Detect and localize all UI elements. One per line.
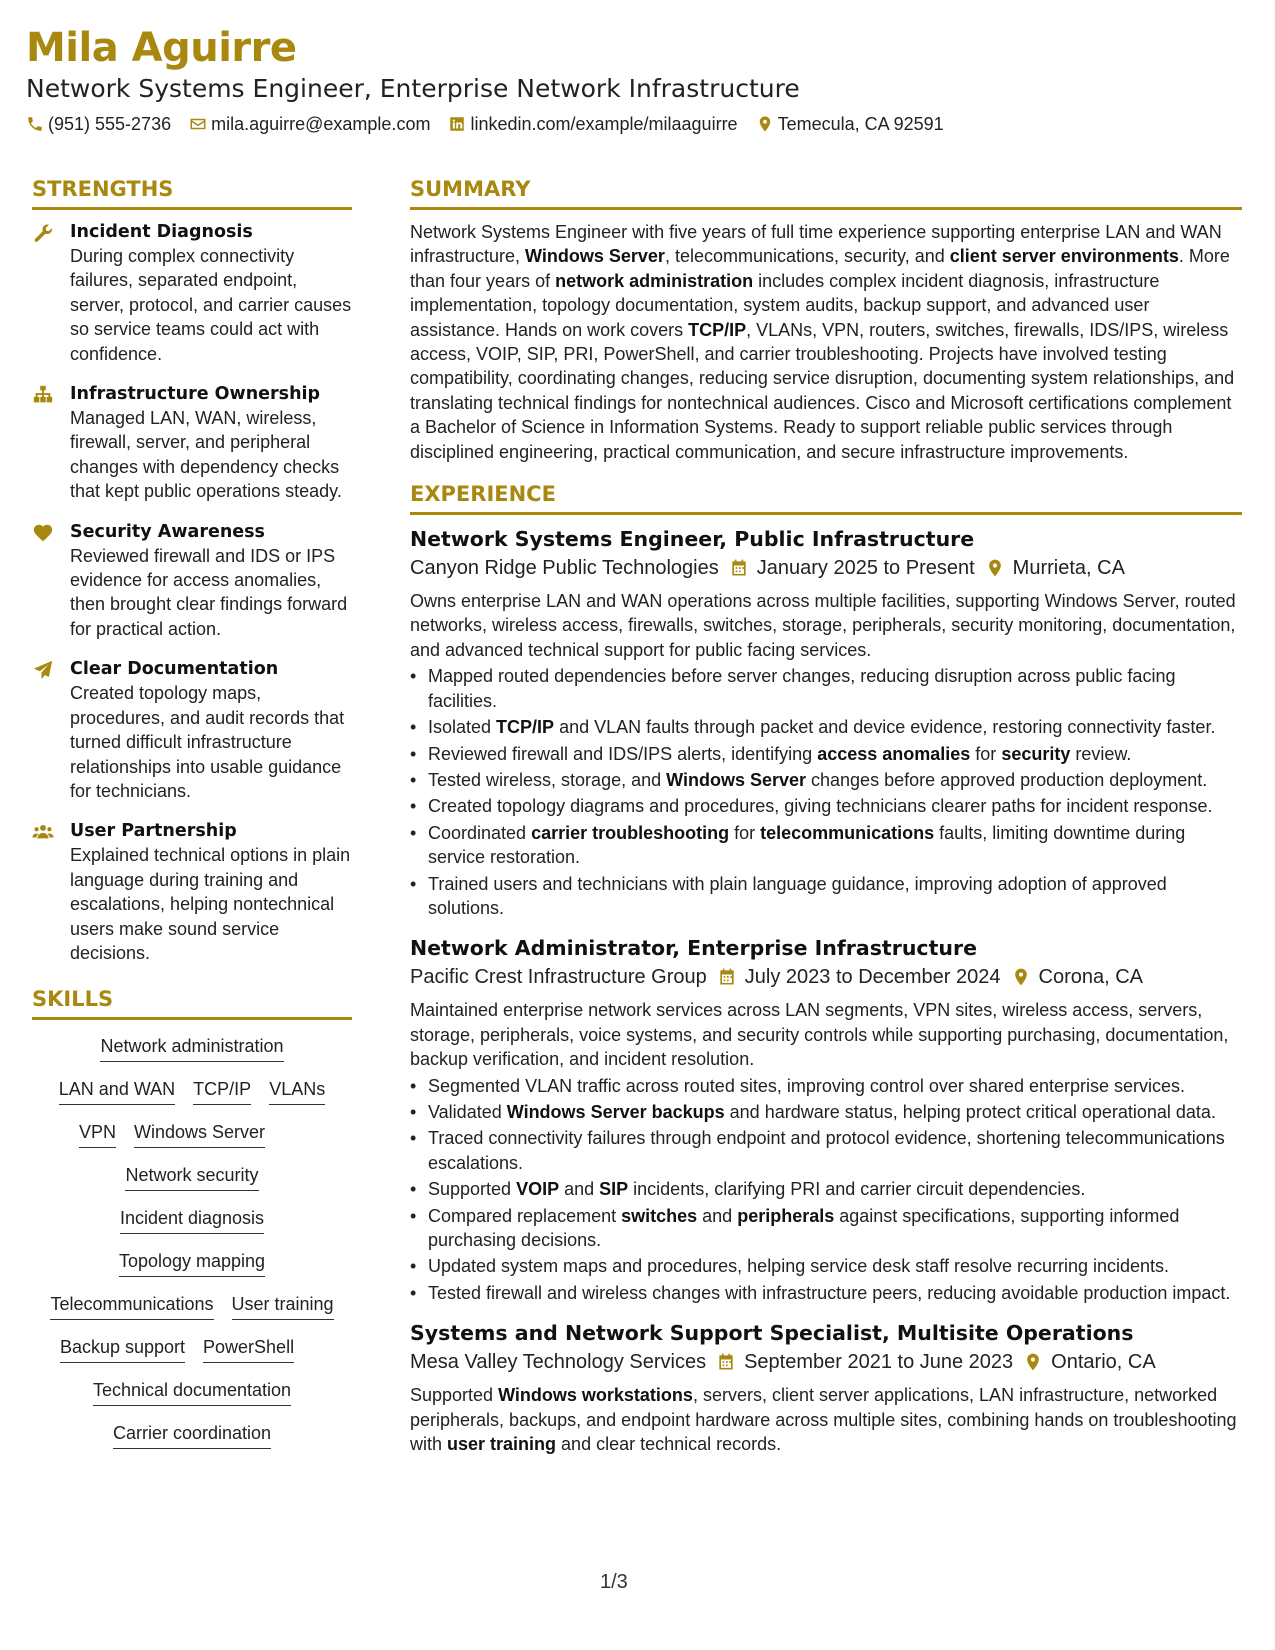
job-company: Mesa Valley Technology Services — [410, 1351, 707, 1374]
skill-tag: Network security — [125, 1163, 258, 1191]
right-column — [410, 175, 1242, 1470]
location-text: Temecula, CA 92591 — [777, 114, 944, 134]
wrench-icon — [32, 222, 54, 244]
skill-tag: VLANs — [269, 1077, 325, 1105]
strengths-list — [32, 220, 352, 965]
job-title: Network Administrator, Enterprise Infrastructure — [410, 936, 977, 961]
skill-tag: Incident diagnosis — [120, 1206, 264, 1234]
candidate-headline: Network Systems Engineer, Enterprise Network Infrastructure — [26, 74, 800, 103]
job-dates: July 2023 to December 2024 — [744, 966, 1001, 989]
strengths-heading: STRENGTHS — [32, 175, 352, 210]
paper-plane-icon — [32, 659, 54, 681]
job-meta — [410, 553, 1242, 583]
job-location: Corona, CA — [1038, 966, 1143, 989]
heart-icon — [32, 522, 54, 544]
map-marker-icon — [756, 115, 774, 133]
bullet-item: • Supported VOIP and SIP incidents, clarifying PRI and carrier circuit dependencies. — [410, 1177, 1242, 1201]
skill-tag: Windows Server — [134, 1120, 265, 1148]
candidate-name: Mila Aguirre — [26, 25, 297, 71]
bullet-item: • Segmented VLAN traffic across routed sites, improving control over shared enterprise services. — [410, 1074, 1242, 1098]
job-bullets — [410, 664, 1242, 920]
strength-item — [32, 819, 352, 965]
bullet-item: • Trained users and technicians with plain language guidance, improving adoption of approved solutions. — [410, 872, 1242, 921]
phone-icon — [26, 115, 44, 133]
job-description: Maintained enterprise network services across LAN segments, VPN sites, wireless access, servers, storage, peripherals, voice systems, and security controls while supporting purchasing, documentation, backup verification, and incident resolution. — [410, 1000, 1229, 1070]
envelope-icon — [189, 115, 207, 133]
resume-header — [26, 24, 1251, 136]
summary-heading: SUMMARY — [410, 175, 1242, 210]
skill-tag: PowerShell — [203, 1335, 294, 1363]
skill-tag: Backup support — [60, 1335, 185, 1363]
job-description: Owns enterprise LAN and WAN operations across multiple facilities, supporting Windows Server, routed networks, wireless access, firewalls, switches, storage, peripherals, security monitoring, documentation, and advanced technical support for public facing services. — [410, 591, 1236, 660]
bullet-item: • Coordinated carrier troubleshooting for telecommunications faults, limiting downtime during service restoration. — [410, 821, 1242, 870]
strength-desc: Created topology maps, procedures, and audit records that turned difficult infrastructure relationships into usable guidance for technicians. — [70, 683, 345, 801]
job-company: Pacific Crest Infrastructure Group — [410, 966, 707, 989]
job-dates: January 2025 to Present — [756, 557, 975, 580]
contact-location — [756, 112, 944, 136]
strength-item — [32, 657, 352, 803]
skill-tag: User training — [232, 1292, 334, 1320]
strength-item — [32, 520, 352, 642]
page-number: 1/3 — [600, 1571, 628, 1593]
skill-tag: VPN — [79, 1120, 116, 1148]
experience-heading: EXPERIENCE — [410, 480, 1242, 515]
job-meta — [410, 1347, 1242, 1377]
skill-tag: Carrier coordination — [113, 1421, 271, 1449]
job-location: Ontario, CA — [1051, 1351, 1156, 1374]
calendar-icon — [716, 1352, 736, 1372]
bullet-item: • Isolated TCP/IP and VLAN faults through packet and device evidence, restoring connectivity faster. — [410, 715, 1242, 739]
strength-title: Clear Documentation — [70, 659, 279, 680]
job-description: Supported Windows workstations, servers, client server applications, LAN infrastructure, networked peripherals, backups, and endpoint hardware across multiple sites, combining hands on troubleshooting with user training and clear technical records. — [410, 1385, 1237, 1455]
email-text[interactable]: mila.aguirre@example.com — [211, 114, 431, 134]
summary-text: Network Systems Engineer with five years of full time experience supporting enterprise LAN and WAN infrastructure, Windows Server, telecommunications, security, and client server environments. More than four years of network administration includes complex incident diagnosis, infrastructure implementation, topology documentation, system audits, backup support, and advanced user assistance. Hands on work covers TCP/IP, VLANs, VPN, routers, switches, firewalls, IDS/IPS, wireless access, VOIP, SIP, PRI, PowerShell, and carrier troubleshooting. Projects have involved testing compatibility, coordinating changes, reducing service disruption, documenting system relationships, and translating technical findings for nontechnical audiences. Cisco and Microsoft certifications complement a Bachelor of Science in Information Systems. Ready to support reliable public services through disciplined engineering, practical communication, and secure infrastructure improvements. — [410, 222, 1235, 462]
strength-title: Incident Diagnosis — [70, 222, 253, 242]
calendar-icon — [729, 558, 749, 578]
contact-email[interactable] — [189, 112, 430, 136]
strength-desc: Reviewed firewall and IDS or IPS evidence for access anomalies, then brought clear findings forward for practical action. — [70, 545, 348, 639]
job-meta — [410, 962, 1242, 992]
job-title: Systems and Network Support Specialist, Multisite Operations — [410, 1321, 1134, 1346]
bullet-item: • Updated system maps and procedures, helping service desk staff resolve recurring incidents. — [410, 1254, 1242, 1278]
contact-bar — [26, 112, 1251, 136]
skill-tag: Topology mapping — [119, 1249, 265, 1277]
skills-heading: SKILLS — [32, 985, 352, 1020]
skill-tag: Telecommunications — [50, 1292, 213, 1320]
linkedin-icon — [448, 115, 466, 133]
strength-item — [32, 220, 352, 366]
map-marker-icon — [985, 558, 1005, 578]
contact-phone — [26, 112, 171, 136]
sitemap-icon — [32, 384, 54, 406]
job-location: Murrieta, CA — [1012, 557, 1125, 580]
bullet-item: • Compared replacement switches and peripherals against specifications, supporting informed purchasing decisions. — [410, 1204, 1242, 1253]
bullet-item: • Validated Windows Server backups and hardware status, helping protect critical operational data. — [410, 1100, 1242, 1124]
bullet-item: • Tested wireless, storage, and Windows Server changes before approved production deployment. — [410, 768, 1242, 792]
contact-linkedin[interactable] — [448, 112, 737, 136]
job-entry — [410, 525, 1242, 920]
strength-title: Security Awareness — [70, 521, 265, 542]
bullet-item: • Mapped routed dependencies before server changes, reducing disruption across public facing facilities. — [410, 664, 1242, 713]
skill-tag: Network administration — [100, 1034, 283, 1062]
skills-list — [32, 1030, 352, 1449]
strength-desc: Managed LAN, WAN, wireless, firewall, server, and peripheral changes with dependency checks that kept public operations steady. — [70, 408, 342, 502]
bullet-item: • Reviewed firewall and IDS/IPS alerts, identifying access anomalies for security review. — [410, 742, 1242, 766]
job-dates: September 2021 to June 2023 — [744, 1351, 1014, 1374]
calendar-icon — [717, 967, 737, 987]
job-entry — [410, 1319, 1242, 1456]
strength-desc: Explained technical options in plain language during training and escalations, helping nontechnical users make sound service decisions. — [70, 845, 351, 963]
skill-tag: LAN and WAN — [59, 1077, 175, 1105]
strength-item — [32, 382, 352, 504]
strength-desc: During complex connectivity failures, separated endpoint, server, protocol, and carrier causes so service teams could act with confidence. — [70, 246, 352, 364]
linkedin-text[interactable]: linkedin.com/example/milaaguirre — [470, 114, 738, 134]
strength-title: Infrastructure Ownership — [70, 384, 321, 405]
phone-text: (951) 555-2736 — [48, 114, 172, 134]
skill-tag: TCP/IP — [193, 1077, 251, 1105]
users-icon — [32, 821, 54, 843]
bullet-item: • Tested firewall and wireless changes with infrastructure peers, reducing avoidable production impact. — [410, 1281, 1242, 1305]
bullet-item: • Created topology diagrams and procedures, giving technicians clearer paths for incident response. — [410, 794, 1242, 818]
job-bullets — [410, 1074, 1242, 1306]
left-column — [32, 175, 352, 1449]
map-marker-icon — [1023, 1352, 1043, 1372]
strength-title: User Partnership — [70, 821, 237, 842]
job-title: Network Systems Engineer, Public Infrastructure — [410, 527, 975, 552]
map-marker-icon — [1011, 967, 1031, 987]
job-company: Canyon Ridge Public Technologies — [410, 557, 719, 580]
skill-tag: Technical documentation — [93, 1378, 291, 1406]
bullet-item: • Traced connectivity failures through endpoint and protocol evidence, shortening telecommunications escalations. — [410, 1126, 1242, 1175]
job-entry — [410, 934, 1242, 1305]
